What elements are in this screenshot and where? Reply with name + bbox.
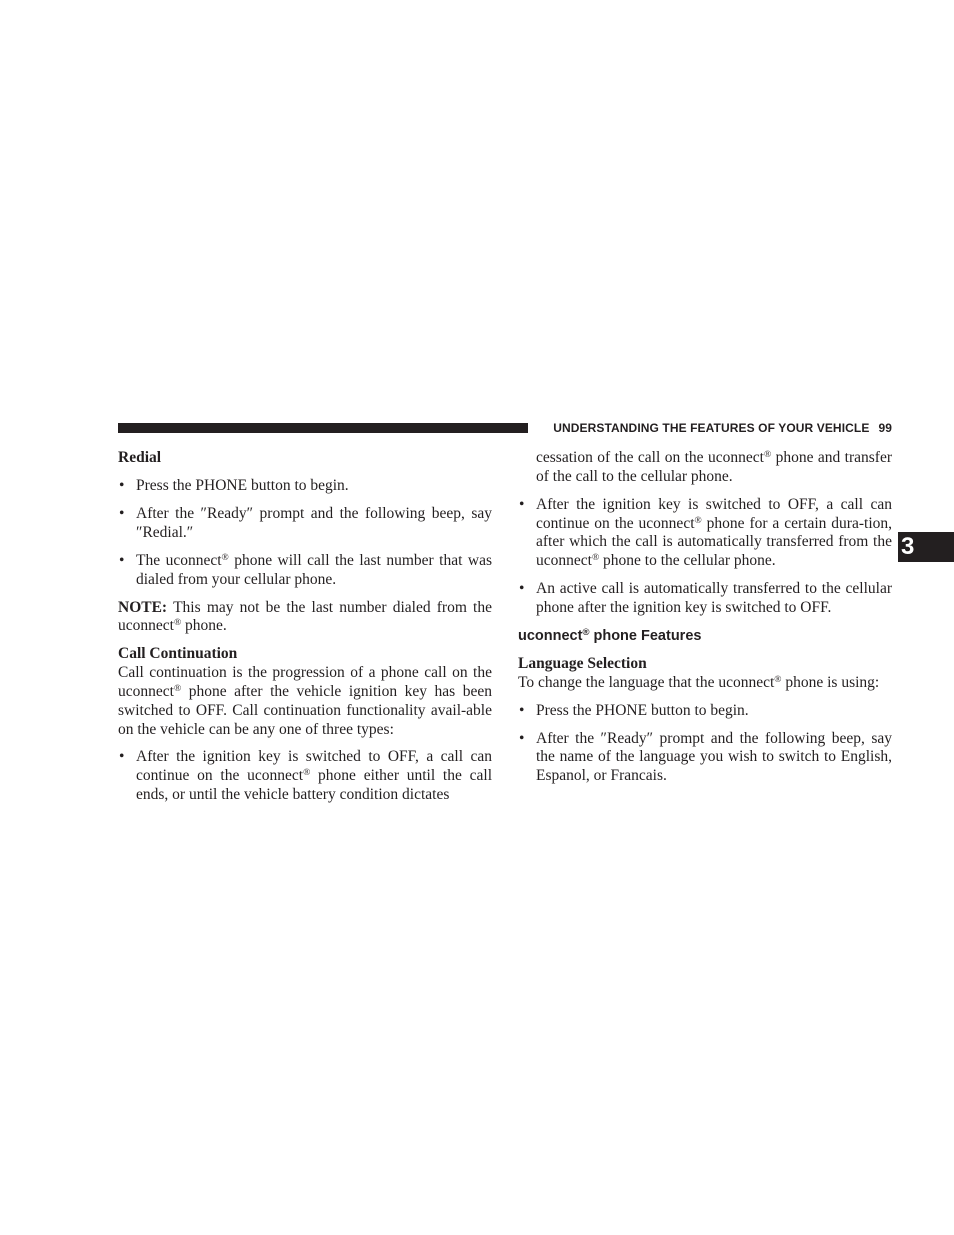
- text-run: This may not be the last number dialed from the uconnect: [118, 598, 492, 635]
- list-item: [518, 449, 892, 487]
- language-paragraph: [518, 674, 892, 693]
- text-run: The uconnect: [136, 551, 222, 569]
- registered-mark: ®: [173, 618, 182, 629]
- registered-mark: ®: [694, 515, 702, 526]
- text-run: phone and transfer of the call to the cellular phone.: [536, 449, 893, 485]
- call-continuation-list: [118, 748, 492, 804]
- text-run: phone for a certain dura-tion, after which the call is automatically transferred from the uconnect: [536, 514, 893, 570]
- running-header: [539, 420, 892, 436]
- registered-mark: ®: [774, 674, 782, 685]
- text-run: phone.: [181, 617, 227, 635]
- language-selection-heading: Language Selection: [518, 654, 647, 672]
- language-list: [518, 702, 892, 786]
- text-run: phone will call the last number that was dialed from your cellular phone.: [136, 551, 492, 588]
- left-column: [118, 449, 492, 805]
- registered-mark: ®: [591, 553, 600, 564]
- text-run: phone Features: [589, 627, 702, 644]
- note-label: NOTE:: [118, 598, 168, 616]
- chapter-tab: [898, 532, 954, 562]
- list-item: • Press the PHONE button to begin.: [118, 477, 492, 496]
- page-number: 99: [878, 421, 892, 435]
- redial-heading: Redial: [118, 449, 162, 466]
- list-item: • An active call is automatically transferred to the cellular phone after the ignition key is switched to OFF.: [518, 580, 892, 618]
- header-rule: [118, 423, 528, 433]
- note-paragraph: [118, 599, 492, 637]
- registered-mark: ®: [763, 450, 772, 460]
- registered-mark: ®: [303, 768, 311, 779]
- text-run: phone after the vehicle ignition key has been switched to OFF. Call continuation functionality avail-able on the vehicle can be any one of three types:: [118, 682, 492, 738]
- registered-mark: ®: [173, 683, 182, 694]
- text-run: phone is using:: [781, 673, 880, 691]
- call-continuation-paragraph: [118, 664, 492, 739]
- section-heading: [518, 627, 892, 646]
- call-continuation-heading: Call Continuation: [118, 645, 238, 663]
- list-item: • Press the PHONE button to begin.: [518, 702, 892, 721]
- text-run: To change the language that the uconnect: [518, 673, 775, 691]
- text-run: Call continuation is the progression of a phone call on the uconnect: [118, 664, 492, 700]
- list-item: [118, 748, 492, 804]
- chapter-number: 3: [901, 533, 915, 560]
- list-item: • After the ″Ready″ prompt and the following beep, say ″Redial.″: [118, 505, 492, 543]
- registered-mark: ®: [221, 552, 229, 563]
- list-item: [118, 552, 492, 590]
- text-run: phone either until the call ends, or until the vehicle battery condition dictates: [136, 767, 492, 804]
- text-run: After the ignition key is switched to OFF, a call can continue on the uconnect: [136, 748, 492, 785]
- registered-mark: ®: [582, 626, 590, 638]
- redial-list: [118, 477, 492, 589]
- text-run: After the ignition key is switched to OFF, a call can continue on the uconnect: [536, 495, 892, 532]
- right-column: [518, 449, 892, 795]
- list-item: [518, 496, 892, 571]
- text-run: cessation of the call on the uconnect: [536, 449, 764, 466]
- call-continuation-list-continued: [518, 449, 892, 618]
- text-run: uconnect: [518, 627, 583, 644]
- running-title: UNDERSTANDING THE FEATURES OF YOUR VEHICLE: [553, 421, 870, 435]
- list-item: • After the ″Ready″ prompt and the following beep, say the name of the language you wish to switch to English, Espanol, or Francais.: [518, 730, 892, 786]
- text-run: phone to the cellular phone.: [599, 552, 776, 570]
